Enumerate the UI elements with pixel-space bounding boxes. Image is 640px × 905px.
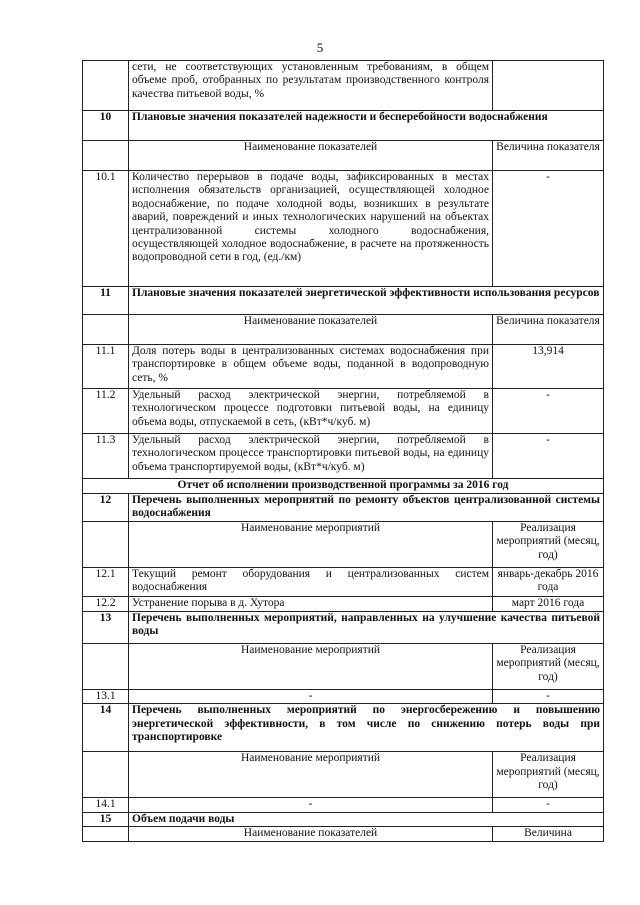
table-row bbox=[83, 345, 604, 389]
section-title: Перечень выполненных мероприятий, направленных на улучшение качества питьевой воды bbox=[129, 612, 604, 644]
row-number bbox=[83, 141, 129, 171]
row-number: 12.1 bbox=[83, 568, 129, 597]
column-header-value: Реализация мероприятий (месяц, год) bbox=[493, 522, 604, 568]
section-row bbox=[83, 612, 604, 644]
table-row bbox=[83, 568, 604, 597]
row-number bbox=[83, 644, 129, 690]
column-header-value: Реализация мероприятий (месяц, год) bbox=[493, 644, 604, 690]
section-row bbox=[83, 494, 604, 522]
header-row bbox=[83, 644, 604, 690]
page-number: 5 bbox=[316, 40, 324, 55]
column-header-name: Наименование показателей bbox=[129, 827, 493, 841]
header-row bbox=[83, 752, 604, 798]
indicator-value: - bbox=[493, 171, 604, 287]
section-title: Объем подачи воды bbox=[129, 812, 604, 826]
row-number: 10.1 bbox=[83, 171, 129, 287]
indicator-value bbox=[493, 61, 604, 111]
column-header-value: Величина показателя bbox=[493, 315, 604, 345]
row-number bbox=[83, 522, 129, 568]
section-title: Перечень выполненных мероприятий по энергосбережению и повышению энергетической эффективности, в том числе по снижению потерь воды при транспортировке bbox=[129, 704, 604, 752]
column-header-name: Наименование показателей bbox=[129, 141, 493, 171]
section-number: 11 bbox=[83, 287, 129, 315]
activity-name: Текущий ремонт оборудования и централизованных систем водоснабжения bbox=[129, 568, 493, 597]
section-number: 15 bbox=[83, 812, 129, 826]
section-row bbox=[83, 287, 604, 315]
section-title: Плановые значения показателей энергетической эффективности использования ресурсов bbox=[129, 287, 604, 315]
table-row bbox=[83, 690, 604, 704]
indicator-value: - bbox=[493, 389, 604, 434]
activity-period: - bbox=[493, 798, 604, 812]
row-number: 11.1 bbox=[83, 345, 129, 389]
section-number: 12 bbox=[83, 494, 129, 522]
row-number bbox=[83, 315, 129, 345]
row-number bbox=[83, 61, 129, 111]
table-row bbox=[83, 597, 604, 612]
table-row bbox=[83, 61, 604, 111]
indicator-name: Удельный расход электрической энергии, потребляемой в технологическом процессе транспортировки питьевой воды, на единицу объема транспортируемой воды, (кВт*ч/куб. м) bbox=[129, 434, 493, 479]
indicator-value: - bbox=[493, 434, 604, 479]
column-header-name: Наименование показателей bbox=[129, 315, 493, 345]
table-row bbox=[83, 434, 604, 479]
row-number bbox=[83, 752, 129, 798]
section-row bbox=[83, 812, 604, 826]
table-row bbox=[83, 389, 604, 434]
row-number: 12.2 bbox=[83, 597, 129, 612]
table-row bbox=[83, 798, 604, 812]
activity-name: - bbox=[129, 798, 493, 812]
section-number: 14 bbox=[83, 704, 129, 752]
indicator-name: Доля потерь воды в централизованных системах водоснабжения при транспортировке в общем объеме воды, поданной в водопроводную сеть, % bbox=[129, 345, 493, 389]
section-number: 10 bbox=[83, 111, 129, 141]
column-header-name: Наименование мероприятий bbox=[129, 752, 493, 798]
column-header-name: Наименование мероприятий bbox=[129, 644, 493, 690]
row-number: 11.2 bbox=[83, 389, 129, 434]
header-row bbox=[83, 522, 604, 568]
row-number: 14.1 bbox=[83, 798, 129, 812]
section-row bbox=[83, 704, 604, 752]
activity-period: январь-декабрь 2016 года bbox=[493, 568, 604, 597]
section-title: Плановые значения показателей надежности и бесперебойности водоснабжения bbox=[129, 111, 604, 141]
indicator-name: сети, не соответствующих установленным требованиям, в общем объеме проб, отобранных по результатам производственного контроля качества питьевой воды, % bbox=[129, 61, 493, 111]
column-header-value: Величина bbox=[493, 827, 604, 841]
section-number: 13 bbox=[83, 612, 129, 644]
column-header-value: Реализация мероприятий (месяц, год) bbox=[493, 752, 604, 798]
report-title-row bbox=[83, 479, 604, 494]
row-number: 11.3 bbox=[83, 434, 129, 479]
row-number bbox=[83, 827, 129, 841]
indicator-name: Удельный расход электрической энергии, потребляемой в технологическом процессе подготовки питьевой воды, на единицу объема воды, отпускаемой в сеть, (кВт*ч/куб. м) bbox=[129, 389, 493, 434]
activity-period: - bbox=[493, 690, 604, 704]
header-row bbox=[83, 315, 604, 345]
indicator-value: 13,914 bbox=[493, 345, 604, 389]
section-row bbox=[83, 111, 604, 141]
indicator-name: Количество перерывов в подаче воды, зафиксированных в местах исполнения обязательств организацией, осуществляющей холодное водоснабжение, по подаче холодной воды, возникших в результате аварий, повреждений и иных технологических нарушений на объектах централизованной системы холодного водоснабжения, осуществляющей холодное водоснабжение, в расчете на протяженность водопроводной сети в год, (ед./км) bbox=[129, 171, 493, 287]
row-number: 13.1 bbox=[83, 690, 129, 704]
production-program-table bbox=[82, 60, 604, 842]
activity-name: Устранение порыва в д. Хутора bbox=[129, 597, 493, 612]
header-row bbox=[83, 141, 604, 171]
table-row bbox=[83, 171, 604, 287]
column-header-name: Наименование мероприятий bbox=[129, 522, 493, 568]
column-header-value: Величина показателя bbox=[493, 141, 604, 171]
activity-name: - bbox=[129, 690, 493, 704]
section-title: Перечень выполненных мероприятий по ремонту объектов централизованной системы водоснабжения bbox=[129, 494, 604, 522]
activity-period: март 2016 года bbox=[493, 597, 604, 612]
header-row bbox=[83, 827, 604, 841]
report-title: Отчет об исполнении производственной программы за 2016 год bbox=[83, 479, 604, 494]
